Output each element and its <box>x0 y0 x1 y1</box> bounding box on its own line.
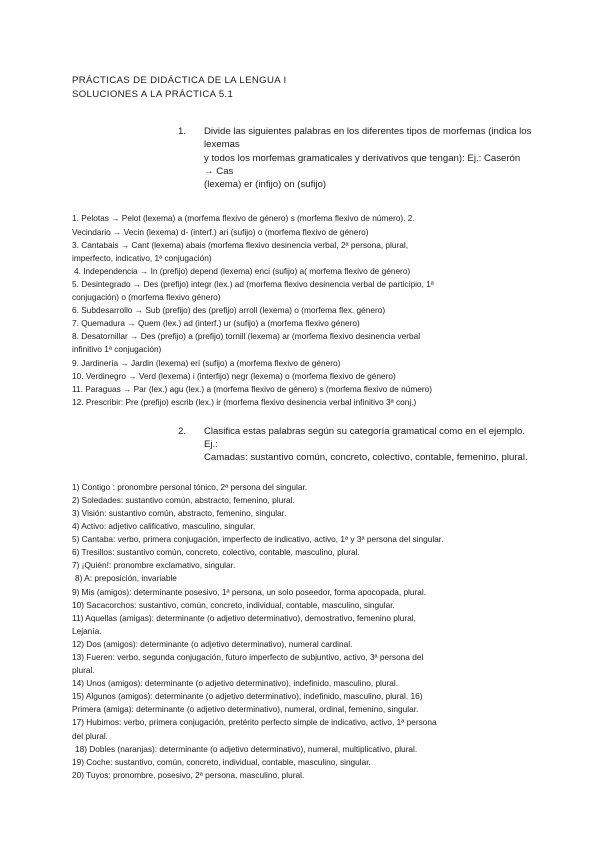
answer-line: 12. Prescribir: Pre (prefijo) escrib (lex.) ir (morfema flexivo desinencia verbal infinitivo 3ª conj.) <box>72 396 417 407</box>
answer-line: 20) Tuyos: pronombre, posesivo, 2ª persona, masculino, plural. <box>72 769 305 780</box>
answer-line: 19) Coche: sustantivo, común, concreto, individual, contable, masculino, singular. <box>72 756 371 767</box>
answer-line: 11) Aquellas (amigas): determinante (o adjetivo determinativo), demostrativo, femenino plural, <box>72 612 416 623</box>
answer-line: 12) Dos (amigos): determinante (o adjetivo determinativo), numeral cardinal. <box>72 638 353 649</box>
question-1-line: Divide las siguientes palabras en los diferentes tipos de morfemas (indica los lexemas <box>204 126 532 151</box>
answer-line: conjugación) o (morfema flexivo género) <box>72 292 221 303</box>
answer-line: 3. Cantabais → Cant (lexema) abais (morfema flexivo desinencia verbal, 2ª persona, plural, <box>72 239 409 250</box>
question-1-line: y todos los morfemas gramaticales y derivativos que tengan): Ej.: Caserón → Cas <box>204 152 521 177</box>
document-subtitle: SOLUCIONES A LA PRÁCTICA 5.1 <box>72 89 234 100</box>
answer-line: 3) Visión: sustantivo común, abstracto, femenino, singular. <box>72 507 287 518</box>
answer-line: infinitivo 1ª conjugación) <box>72 344 162 355</box>
answer-line: del plural. <box>72 730 108 741</box>
answer-line: 7) ¡Quién!: pronombre exclamativo, singular. <box>72 560 236 571</box>
question-2 <box>72 425 532 465</box>
answer-line: 15) Algunos (amigos): determinante (o adjetivo determinativo), indefinido, masculino, plural. 16) <box>72 691 423 702</box>
answers-2-list <box>72 481 532 782</box>
question-1 <box>72 125 532 191</box>
question-2-text <box>204 425 532 465</box>
question-1-line: (lexema) er (infijo) on (sufijo) <box>204 179 327 191</box>
answer-line: 11. Paraguas → Par (lex.) agu (lex.) a (morfema flexivo de género) s (morfema flexivo de número) <box>72 383 432 394</box>
answer-line: 6) Tresillos: sustantivo común, concreto, colectivo, contable, masculino, plural. <box>72 547 360 558</box>
answer-line: 10. Verdinegro → Verd (lexema) i (interfijo) negr (lexema) o (morfema flexivo de género) <box>72 370 396 381</box>
answer-line: Vecindario → Vecin (lexema) d- (interf.) ari (sufijo) o (morfema flexivo de género) <box>72 226 369 237</box>
answers-1-list <box>72 212 532 408</box>
answer-line: 6. Subdesarrollo → Sub (prefijo) des (prefijo) arroll (lexema) o (morfema flex. género) <box>72 305 386 316</box>
answer-line: 1) Contigo : pronombre personal tónico, 2ª persona del singular. <box>72 481 308 492</box>
answer-line: 9) Mis (amigos): determinante posesivo, 1ª persona, un solo poseedor, forma apocopada, plural. <box>72 586 427 597</box>
answer-line: Primera (amiga): determinante (o adjetivo determinativo), numeral, ordinal, femenino, singular. <box>72 704 419 715</box>
answer-line: 9. Jardinería → Jardin (lexema) erí (sufijo) a (morfema flexivo de género) <box>72 357 341 368</box>
answer-line: 5) Cantaba: verbo, primera conjugación, imperfecto de indicativo, activo, 1ª y 3ª persona del singular. <box>72 534 444 545</box>
answer-line: 8) A: preposición, invariable <box>75 573 177 584</box>
answer-line: 1. Pelotas → Pelot (lexema) a (morfema flexivo de género) s (morfema flexivo de número). 2. <box>72 213 415 224</box>
answer-line: 13) Fueren: verbo, segunda conjugación, futuro imperfecto de subjuntivo, activo, 3ª persona del <box>72 652 424 662</box>
answer-line: 8. Desatornillar → Des (prefijo) a (prefijo) tornill (lexema) ar (morfema flexivo desinencia verbal <box>72 331 421 342</box>
answer-line: 5. Desintegrado → Des (prefijo) integr (lex.) ad (morfema flexivo desinencia verbal de participio, 1ª <box>72 278 434 289</box>
question-2-line: Clasifica estas palabras según su categoría gramatical como en el ejemplo. Ej.: <box>204 425 526 451</box>
answer-line: 10) Sacacorchos: sustantivo, común, concreto, individual, contable, masculino, singular. <box>72 599 395 610</box>
answer-line: plural. <box>72 665 95 676</box>
document-title: PRÁCTICAS DE DIDÁCTICA DE LA LENGUA I <box>72 75 287 86</box>
document-header <box>72 74 532 102</box>
answer-line: 4. Independencia → In (prefijo) depend (lexema) enci (sufijo) a( morfema flexivo de género) <box>74 265 411 276</box>
answer-line: 14) Unos (amigos): determinante (o adjetivo determinativo), indefinido, masculino, plural. <box>72 678 399 689</box>
answer-line: Lejanía. <box>72 625 102 636</box>
question-1-number: 1. <box>178 126 187 137</box>
question-2-number: 2. <box>178 425 187 437</box>
answer-line: 18) Dobles (naranjas): determinante (o adjetivo determinativo), numeral, multiplicativo, plural. <box>75 743 418 754</box>
answer-line: 2) Soledades: sustantivo común, abstracto, femenino, plural. <box>72 494 295 505</box>
answer-line: 17) Hubimos: verbo, primera conjugación, pretérito perfecto simple de indicativo, activo, 1ª persona <box>72 717 437 728</box>
answer-line: 4) Activo: adjetivo calificativo, masculino, singular. <box>72 521 256 532</box>
question-2-line: Camadas: sustantivo común, concreto, colectivo, contable, femenino, plural. <box>204 452 528 464</box>
answer-line: 7. Quemadura → Quem (lex.) ad (interf.) ur (sufijo) a (morfema flexivo género) <box>72 318 360 329</box>
question-1-text <box>204 125 532 191</box>
answer-line: imperfecto, indicativo, 1ª conjugación) <box>72 252 212 263</box>
